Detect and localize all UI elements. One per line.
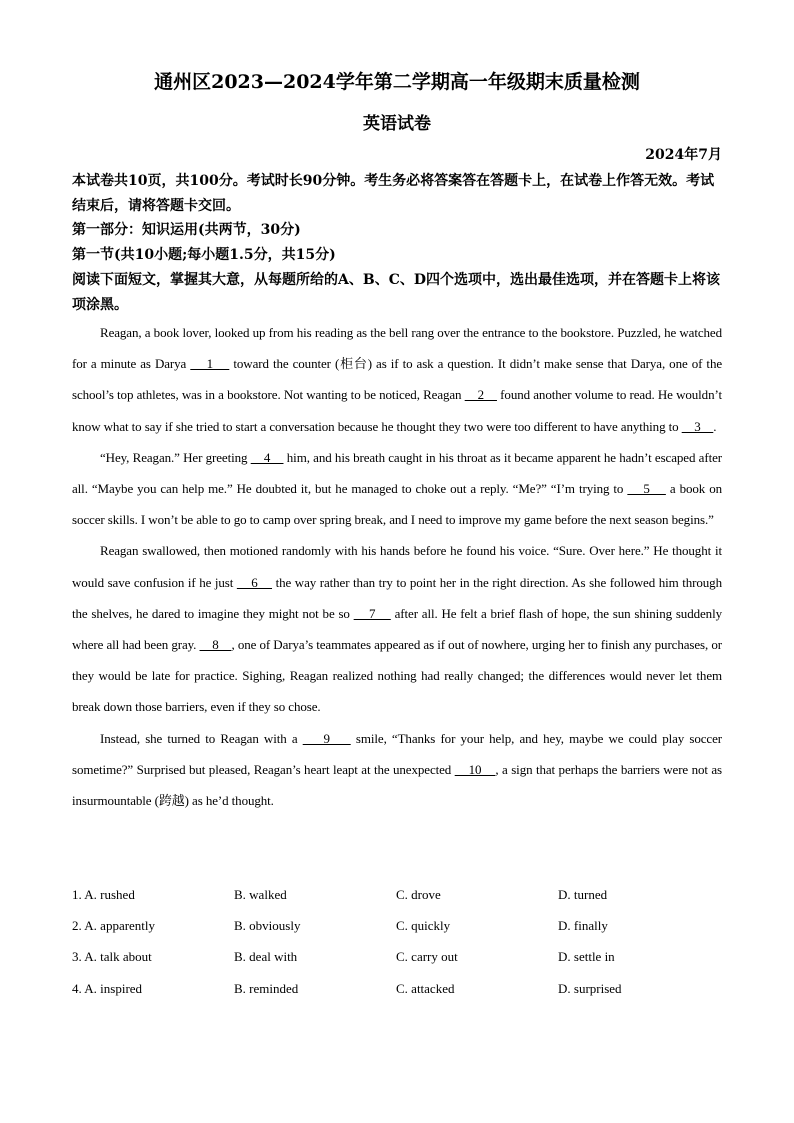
blank-3: 3 [681,418,714,434]
question-row [72,973,722,1004]
blank-5: 5 [627,481,666,497]
option-d: D. settle in [558,949,615,965]
option-c: C. carry out [396,949,458,965]
option-b: B. deal with [234,949,298,965]
blank-6: 6 [236,574,273,590]
exam-date: 2024年7月 [645,147,722,163]
option-b: B. obviously [234,917,301,933]
general-instructions: 本试卷共10页，共100分。考试时长90分钟。考生务必将答案答在答题卡上，在试卷上作答无效。考试结束后，请将答题卡交回。 [72,173,715,214]
blank-9: 9 [302,730,351,746]
blank-4: 4 [250,449,284,465]
part-heading: 第一部分：知识运用(共两节，30分) [72,222,301,238]
option-c: C. drove [396,886,441,902]
blank-2: 2 [464,387,497,403]
paragraph-2: “Hey, Reagan.” Her greeting 4 him, and his breath caught in his throat as it became apparent he hadn’t escaped after all. “Maybe you can help me.” He doubted it, but he managed to choke out a reply. “Me?” “I’m trying to 5 a book on soccer skills. I won’t be able to go to camp over spring break, and I need to improve my game before the next season begins.” [72,449,722,528]
question-row [72,910,722,941]
section-heading: 第一节(共10小题;每小题1.5分，共15分) [72,247,336,263]
reading-passage [72,317,722,816]
option-a: 2. A. apparently [72,917,156,933]
option-d: D. turned [558,886,608,902]
paragraph-4: Instead, she turned to Reagan with a 9 smile, “Thanks for your help, and hey, maybe we could play soccer sometime?” Surprised but pleased, Reagan’s heart leapt at the unexpected 10 , a sign that perhaps the barriers were not as insurmountable (跨越) as he’d thought. [72,730,723,809]
blank-7: 7 [353,605,391,621]
option-c: C. attacked [396,980,455,996]
option-a: 1. A. rushed [72,886,135,902]
option-b: B. walked [234,886,287,902]
question-row [72,942,722,973]
option-b: B. reminded [234,980,299,996]
paragraph-3: Reagan swallowed, then motioned randomly with his hands before he found his voice. “Sure. Over here.” He thought it would save confusion if he just 6 the way rather than try to point her in the right direction. As she followed him through the shelves, he dared to imagine they might not be so 7 after all. He felt a brief flash of hope, the sun shining suddenly where all had been gray. 8 , one of Darya’s teammates appeared as if out of nowhere, urging her to finish any purchases, or they would be late for practice. Sighing, Reagan realized nothing had really changed; the differences would never let them break down those barriers, even if they so chose. [72,543,722,715]
blank-10: 10 [454,761,496,777]
question-row [72,879,722,910]
option-a: 4. A. inspired [72,980,143,996]
option-a: 3. A. talk about [72,949,152,965]
directions: 阅读下面短文，掌握其大意，从每题所给的A、B、C、D四个选项中，选出最佳选项，并在答题卡上将该项涂黑。 [72,272,720,313]
option-d: D. finally [558,917,608,933]
option-c: C. quickly [396,917,451,933]
paragraph-1: Reagan, a book lover, looked up from his reading as the bell rang over the entrance to the bookstore. Puzzled, he watched for a minute as Darya 1 toward the counter (柜台) as if to ask a question. It didn’t make sense that Darya, one of the school’s top athletes, was in a bookstore. Not wanting to be noticed, Reagan 2 found another volume to read. He wouldn’t know what to say if she tried to start a conversation because he thought they two were too different to have anything to 3 . [72,325,723,434]
blank-8: 8 [199,637,232,653]
page-subtitle: 英语试卷 [363,114,431,134]
page-title: 通州区2023—2024学年第二学期高一年级期末质量检测 [154,71,640,93]
option-d: D. surprised [558,980,622,996]
blank-1: 1 [190,356,230,372]
answer-options [72,879,722,1004]
